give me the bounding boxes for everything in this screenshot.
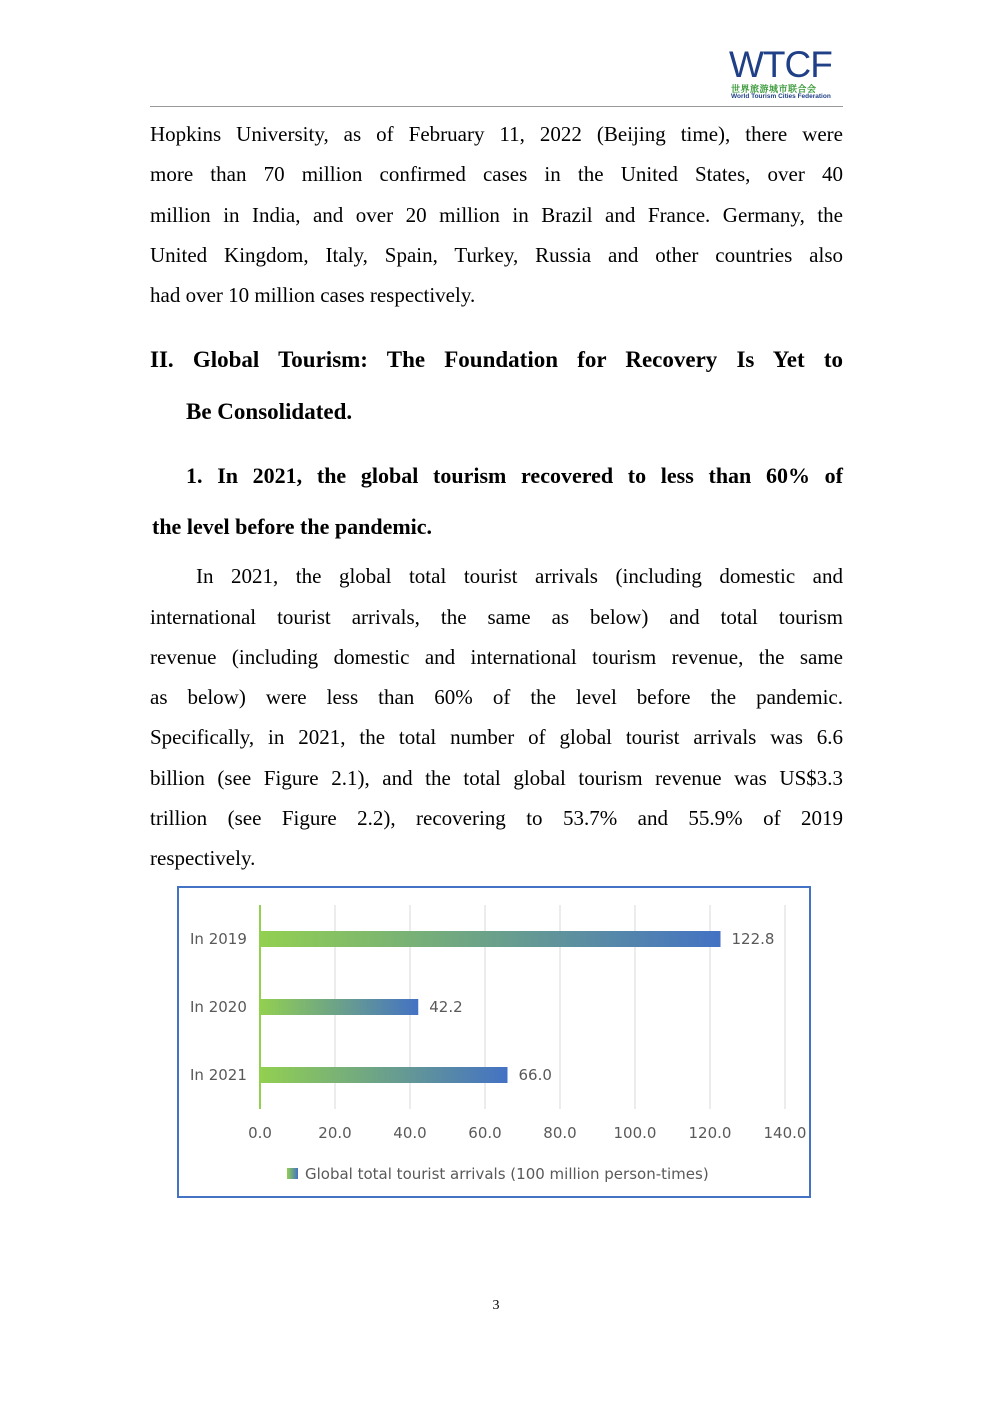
x-tick-label: 20.0 <box>318 1124 352 1142</box>
x-tick-label: 40.0 <box>393 1124 427 1142</box>
legend-label: Global total tourist arrivals (100 million person-times) <box>305 1165 709 1183</box>
figure-2-1-chart <box>177 886 811 1198</box>
x-tick-label: 100.0 <box>613 1124 657 1142</box>
bar-in-2021 <box>260 1067 508 1083</box>
section-heading-line: II. Global Tourism: The Foundation for Recovery Is Yet to <box>150 347 843 372</box>
category-label: In 2019 <box>190 930 247 948</box>
paragraph-line: Specifically, in 2021, the total number of global tourist arrivals was 6.6 <box>150 725 843 749</box>
paragraph-line: had over 10 million cases respectively. <box>150 283 476 307</box>
x-tick-label: 60.0 <box>468 1124 502 1142</box>
paragraph-line: international tourist arrivals, the same as below) and total tourism <box>150 605 843 629</box>
bar-chart <box>177 886 813 1200</box>
subsection-heading-line: 1. In 2021, the global tourism recovered to less than 60% of <box>186 463 843 488</box>
paragraph-line: billion (see Figure 2.1), and the total global tourism revenue was US$3.3 <box>150 766 843 790</box>
subsection-heading-line: the level before the pandemic. <box>152 514 433 539</box>
paragraph-line: million in India, and over 20 million in Brazil and France. Germany, the <box>150 203 843 227</box>
paragraph-line: revenue (including domestic and international tourism revenue, the same <box>150 645 843 669</box>
header-divider <box>150 106 843 107</box>
data-label: 42.2 <box>429 998 463 1016</box>
bar-in-2019 <box>260 931 721 947</box>
paragraph-line: In 2021, the global total tourist arrivals (including domestic and <box>196 564 843 588</box>
paragraph-line: respectively. <box>150 846 256 870</box>
category-label: In 2021 <box>190 1066 247 1084</box>
page-number: 3 <box>492 1298 500 1313</box>
category-label: In 2020 <box>190 998 247 1016</box>
paragraph-line: more than 70 million confirmed cases in the United States, over 40 <box>150 162 843 186</box>
wtcf-logo <box>729 46 844 100</box>
x-tick-label: 0.0 <box>248 1124 272 1142</box>
paragraph-line: Hopkins University, as of February 11, 2022 (Beijing time), there were <box>150 122 843 146</box>
data-label: 122.8 <box>731 930 775 948</box>
legend-swatch <box>287 1168 298 1179</box>
section-heading-line: Be Consolidated. <box>186 399 353 424</box>
bar-in-2020 <box>260 999 418 1015</box>
paragraph-line: United Kingdom, Italy, Spain, Turkey, Russia and other countries also <box>150 243 843 267</box>
data-label: 66.0 <box>518 1066 552 1084</box>
x-tick-label: 120.0 <box>688 1124 732 1142</box>
logo-english: World Tourism Cities Federation <box>731 93 831 100</box>
paragraph-line: trillion (see Figure 2.2), recovering to 53.7% and 55.9% of 2019 <box>150 806 843 830</box>
logo-chinese: 世界旅游城市联合会 <box>731 85 817 95</box>
logo-wordmark: WTCF <box>729 44 832 85</box>
x-tick-label: 140.0 <box>763 1124 807 1142</box>
paragraph-line: as below) were less than 60% of the level before the pandemic. <box>150 685 843 709</box>
x-tick-label: 80.0 <box>543 1124 577 1142</box>
